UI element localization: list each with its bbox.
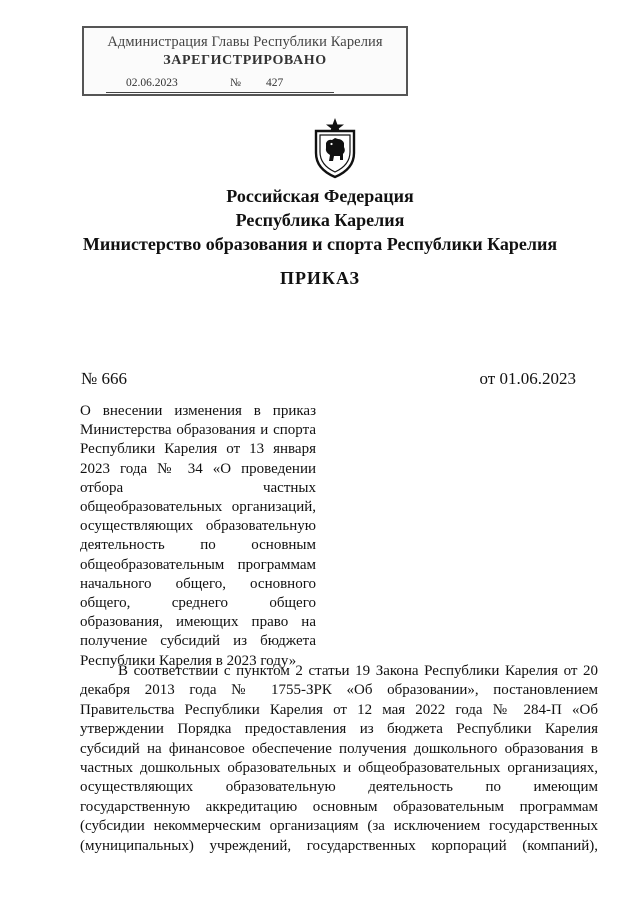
order-number: № 666 [81,369,127,388]
stamp-registration-line [106,76,334,93]
subject-line: получение субсидий из бюджета [80,633,316,650]
body-line: В соответствии с пунктом 2 статьи 19 Закона Республики Карелия от 20 [118,663,598,679]
body-line: (субсидии некоммерческим организациям (за исключением государственных [80,818,598,835]
subject-line: общеобразовательным программам [80,556,316,573]
subject-line: Республики Карелия в 2023 году» [80,652,297,669]
registration-stamp [82,26,408,96]
subject-line: общеобразовательных организаций, [80,499,316,516]
order-date: от 01.06.2023 [479,369,576,388]
country-heading: Российская Федерация [226,186,414,206]
subject-line: Республики Карелия от 13 января [80,441,316,458]
subject-line: О внесении изменения в приказ [80,403,316,419]
republic-heading: Республика Карелия [235,210,405,230]
subject-line: Министерства образования и спорта [80,422,316,439]
stamp-registered-label: ЗАРЕГИСТРИРОВАНО [163,53,327,68]
stamp-authority: Администрация Главы Республики Карелия [107,34,383,50]
subject-line: начального общего, основного [80,575,316,592]
body-line: Правительства Республики Карелия от 12 мая 2022 года № 284-П «Об [80,701,598,718]
body-line: утверждении Порядка предоставления из бюджета Республики Карелия [80,721,598,738]
subject-line: 2023 года № 34 «О проведении [80,460,316,477]
document-type-heading: ПРИКАЗ [279,268,361,288]
order-body-paragraph [80,662,598,856]
stamp-number: 427 [266,77,284,89]
order-subject [80,402,316,671]
subject-line: образования, имеющих право на [80,614,316,631]
body-line: государственную аккредитацию основным образовательным программам [80,798,598,815]
body-line: (муниципальных) учреждений, государственных корпораций (компаний), [80,837,598,854]
body-line: осуществляющих образовательную деятельность по имеющим [80,779,598,796]
stamp-number-label: № [230,77,241,89]
subject-line: общего, среднего общего [80,595,316,612]
stamp-date: 02.06.2023 [126,77,178,89]
subject-line: осуществляющих образовательную [80,518,316,535]
karelia-coat-of-arms-icon [311,117,359,179]
subject-line: отбора частных [80,479,316,496]
subject-line: деятельность по основным [80,537,316,554]
ministry-heading: Министерство образования и спорта Республики Карелия [82,234,558,254]
body-line: субсидий на финансовое обеспечение получения дошкольного образования в [80,740,598,757]
body-line: частных дошкольных образовательных и общеобразовательных организациях, [80,760,598,777]
body-line: декабря 2013 года № 1755-ЗРК «Об образовании», постановлением [80,682,598,699]
